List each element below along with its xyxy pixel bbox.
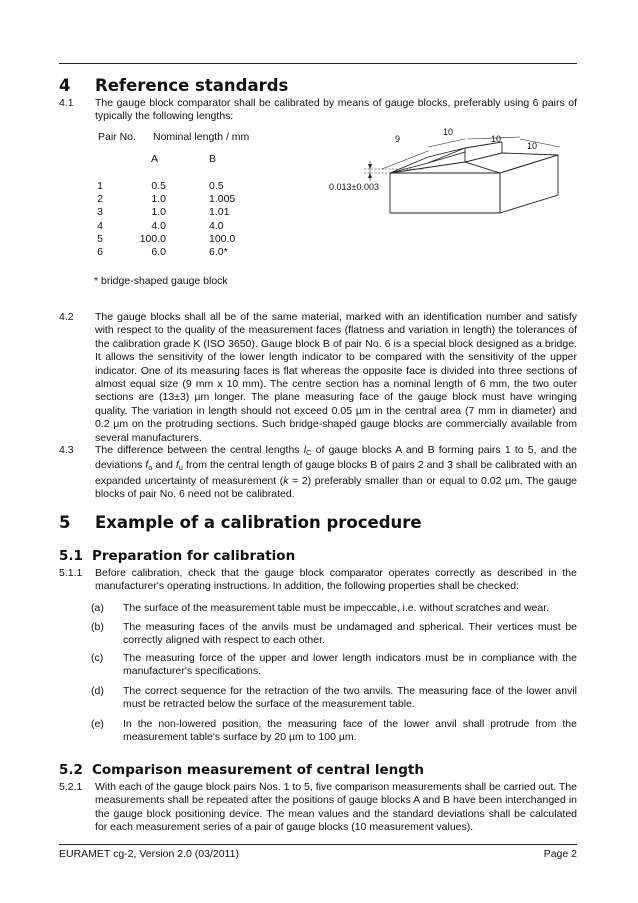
table-cell-pair: 3 — [97, 206, 103, 219]
check-item-label: (c) — [91, 652, 104, 664]
para-4-1-number: 4.1 — [59, 97, 74, 109]
top-left-section — [390, 148, 465, 173]
bridge-gauge-block-figure — [320, 125, 582, 215]
top-right-section — [465, 153, 558, 173]
footer-page-number: Page 2 — [543, 848, 577, 860]
para-4-2-text: The gauge blocks shall all be of the same material, marked with an identification number and satisfy with respect to the quality of the measurement faces (flatness and variation in length) the tolerances of the calibration grade K (ISO 3650). Gauge block B of pair No. 6 is a special block designed as a bridge. It allows the sensitivity of the lower length indicator to be compared with the sensitivity of the upper indicator. One of its measuring faces is flat whereas the opposite face is divided into three sections of almost equal size (9 mm x 10 mm). The centre section has a nominal length of 6 mm, the two outer sections are (13±3) µm longer. The plane measuring face of the gauge block must have wringing quality. The variation in length should not exceed 0.05 µm in the central area (7 mm in diameter) and 0.2 µm on the protruding sections. Such bridge-shaped gauge blocks are commercially available from several manufacturers. — [95, 311, 577, 444]
figure-dim-10-b: 10 — [491, 134, 502, 144]
figure-dim-9: 9 — [395, 134, 401, 144]
footer-rule — [59, 844, 577, 845]
para-5-2-1-text: With each of the gauge block pairs Nos. 1 to 5, five comparison measurements shall be carried out. The measurements shall be repeated after the positions of gauge blocks A and B have been interchanged in the gauge block positioning device. The mean values and the standard deviations shall be calculated for each measurement series of a pair of gauge blocks (10 measurement values). — [95, 781, 577, 834]
check-item-label: (e) — [91, 718, 104, 730]
check-item-text: The measuring force of the upper and lower length indicators must be in compliance with the manufacturer's specifications. — [123, 652, 577, 678]
table-header-pair: Pair No. — [98, 131, 136, 143]
table-footnote: * bridge-shaped gauge block — [94, 275, 228, 287]
table-cell-pair: 5 — [97, 232, 103, 245]
table-cell-a: 0.5 — [151, 180, 166, 192]
table-cell-b: 1.01 — [209, 206, 230, 219]
section-4-number: 4 — [59, 76, 71, 95]
header-rule — [59, 63, 577, 64]
block-front-face — [390, 173, 500, 213]
para-5-2-1-number: 5.2.1 — [59, 781, 83, 793]
section-5-title: Example of a calibration procedure — [95, 513, 422, 532]
footer-document-id: EURAMET cg-2, Version 2.0 (03/2011) — [59, 848, 239, 860]
check-item-label: (a) — [91, 602, 104, 614]
table-header-nominal: Nominal length / mm — [153, 131, 250, 143]
table-cell-a: 100.0 — [139, 232, 166, 245]
para-4-3-text: The difference between the central lengths $l_C$ of gauge blocks A and B forming pairs 1 to 5, and the deviations $f_o$ and $f_u$ from the central length of gauge blocks B of pairs 2 and 3 shall be calibrated with an expanded uncertainty of measurement (k = 2) preferably smaller than or equal to 0.02 µm. The gauge blocks of pair No. 6 need not be calibrated. — [95, 444, 578, 501]
check-item-label: (b) — [91, 621, 104, 633]
table-cell-pair: 1 — [97, 180, 103, 192]
tolerance-arrow-down — [368, 164, 372, 169]
section-5-number: 5 — [59, 513, 71, 532]
subsection-5-2-number: 5.2 — [59, 762, 83, 778]
table-cell-a: 4.0 — [151, 219, 166, 232]
table-cell-b: 1.005 — [209, 193, 236, 206]
tolerance-arrow-up — [368, 173, 372, 178]
table-cell-a: 6.0 — [151, 246, 166, 258]
check-item-text: The correct sequence for the retraction of the two anvils. The measuring face of the lower anvil must be retracted below the surface of the measurement table. — [123, 685, 577, 711]
table-cell-pair: 6 — [97, 246, 103, 258]
table-cell-b: 100.0 — [209, 232, 236, 245]
table-header-b: B — [209, 153, 217, 165]
table-cell-b: 4.0 — [209, 219, 224, 232]
para-4-1-text: The gauge block comparator shall be calibrated by means of gauge blocks, preferably using 6 pairs of typically the following lengths: — [95, 97, 577, 123]
para-4-2-number: 4.2 — [59, 311, 74, 323]
check-item-text: In the non-lowered position, the measuring face of the lower anvil shall protrude from the measurement table's surface by 20 µm to 100 µm. — [123, 718, 577, 744]
figure-dim-10-a: 10 — [443, 127, 454, 137]
table-cell-a: 1.0 — [151, 193, 166, 206]
section-4-title: Reference standards — [95, 76, 289, 95]
para-4-3-number: 4.3 — [59, 444, 74, 456]
subsection-5-1-number: 5.1 — [59, 548, 83, 564]
table-cell-b: 0.5 — [209, 180, 224, 192]
table-header-a: A — [151, 153, 159, 165]
table-cell-pair: 2 — [97, 193, 103, 206]
table-cell-pair: 4 — [97, 219, 103, 232]
check-item-text: The surface of the measurement table must be impeccable, i.e. without scratches and wear. — [123, 602, 550, 614]
subsection-5-2-title: Comparison measurement of central length — [92, 762, 424, 778]
check-item-text: The measuring faces of the anvils must be undamaged and spherical. Their vertices must be correctly aligned with respect to each other. — [123, 621, 577, 647]
figure-tolerance-label: 0.013±0.003 — [329, 182, 379, 192]
table-cell-a: 1.0 — [151, 206, 166, 219]
para-5-1-1-text: Before calibration, check that the gauge block comparator operates correctly as described in the manufacturer's operating instructions. In addition, the following properties shall be checked: — [95, 567, 577, 593]
subsection-5-1-title: Preparation for calibration — [92, 548, 296, 564]
table-cell-b: 6.0* — [209, 246, 228, 258]
check-item-label: (d) — [91, 685, 104, 697]
para-5-1-1-number: 5.1.1 — [59, 567, 83, 579]
figure-dim-10-c: 10 — [527, 141, 538, 151]
